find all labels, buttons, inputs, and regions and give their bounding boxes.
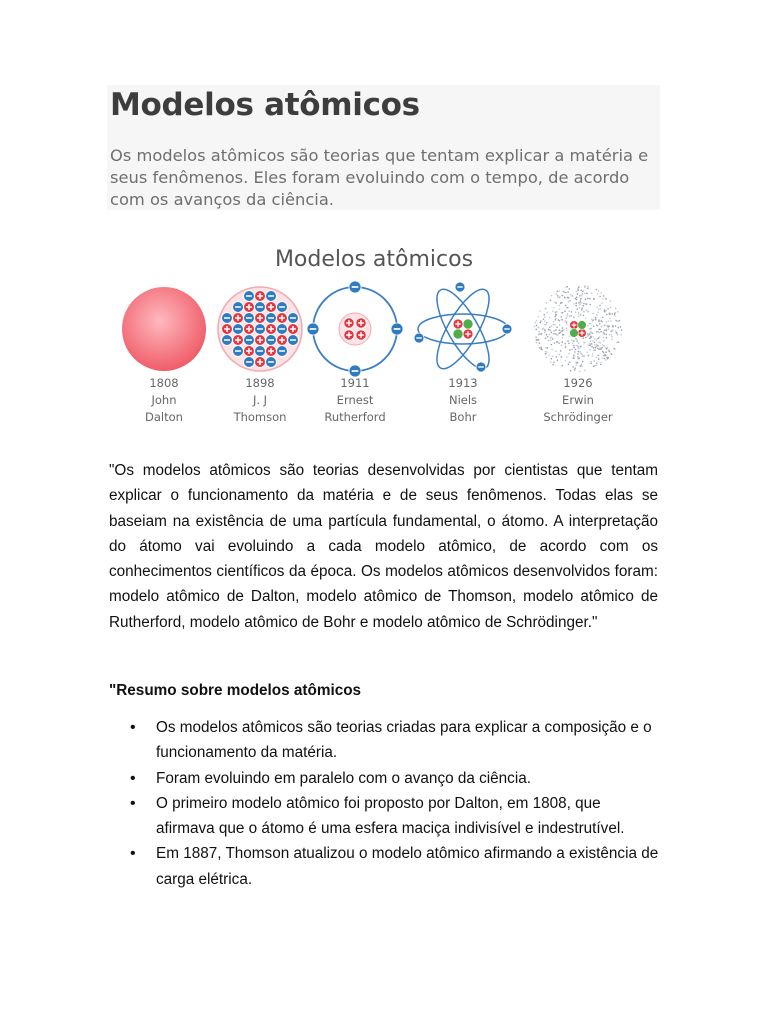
atomic-models-illustration	[110, 228, 650, 440]
list-item: • Em 1887, Thomson atualizou o modelo atômico afirmando a existência de carga elétrica.	[109, 841, 661, 892]
list-item: • O primeiro modelo atômico foi proposto por Dalton, em 1808, que afirmava que o átomo é uma esfera maciça indivisível e indestrutível.	[109, 791, 661, 842]
atomic-models-figure	[110, 228, 650, 440]
figure-title: Modelos atômicos	[274, 247, 474, 272]
model-caption-year: 1808	[149, 376, 179, 390]
list-item: • Os modelos atômicos são teorias criadas para explicar a composição e o funcionamento da matéria.	[109, 715, 661, 766]
model-caption-line1: Erwin	[562, 393, 594, 407]
model-caption-line1: J. J	[252, 393, 268, 407]
model-caption-line1: Ernest	[336, 393, 374, 407]
model-caption-line2: Schrödinger	[543, 410, 613, 424]
model-caption-year: 1926	[563, 376, 593, 390]
model-caption-year: 1913	[448, 376, 478, 390]
model-caption-line1: John	[151, 393, 177, 407]
page-title: Modelos atômicos	[110, 87, 420, 123]
summary-heading: "Resumo sobre modelos atômicos	[109, 682, 362, 699]
rutherford-atom-icon	[307, 281, 403, 377]
model-caption-year: 1898	[245, 376, 275, 390]
model-caption-year: 1911	[340, 376, 370, 390]
model-caption-line2: Bohr	[449, 410, 477, 424]
summary-list	[109, 715, 661, 892]
bohr-atom-icon	[414, 282, 512, 375]
list-item: • Foram evoluindo em paralelo com o avanço da ciência.	[109, 766, 661, 791]
header-box	[107, 85, 660, 210]
page-subtitle: Os modelos atômicos são teorias que tentam explicar a matéria e seus fenômenos. Eles foram evoluindo com o tempo, de acordo com os avanços da ciência.	[110, 146, 649, 209]
quote-paragraph: "Os modelos atômicos são teorias desenvolvidas por cientistas que tentam explicar o funcionamento da matéria e de seus fenômenos. Todas elas se baseiam na existência de uma partícula fundamental, o átomo. A interpretação do átomo vai evoluindo a cada modelo atômico, de acordo com os conhecimentos científicos da época. Os modelos atômicos desenvolvidos foram: modelo atômico de Dalton, modelo atômico de Thomson, modelo atômico de Rutherford, modelo atômico de Bohr e modelo atômico de Schrödinger."	[109, 462, 658, 631]
thomson-pudding-icon	[218, 287, 302, 371]
schrodinger-cloud-icon	[534, 285, 623, 372]
dalton-sphere-icon	[122, 287, 206, 371]
model-caption-line2: Thomson	[233, 410, 287, 424]
model-caption-line2: Rutherford	[324, 410, 386, 424]
model-caption-line2: Dalton	[145, 410, 183, 424]
model-caption-line1: Niels	[448, 393, 478, 407]
